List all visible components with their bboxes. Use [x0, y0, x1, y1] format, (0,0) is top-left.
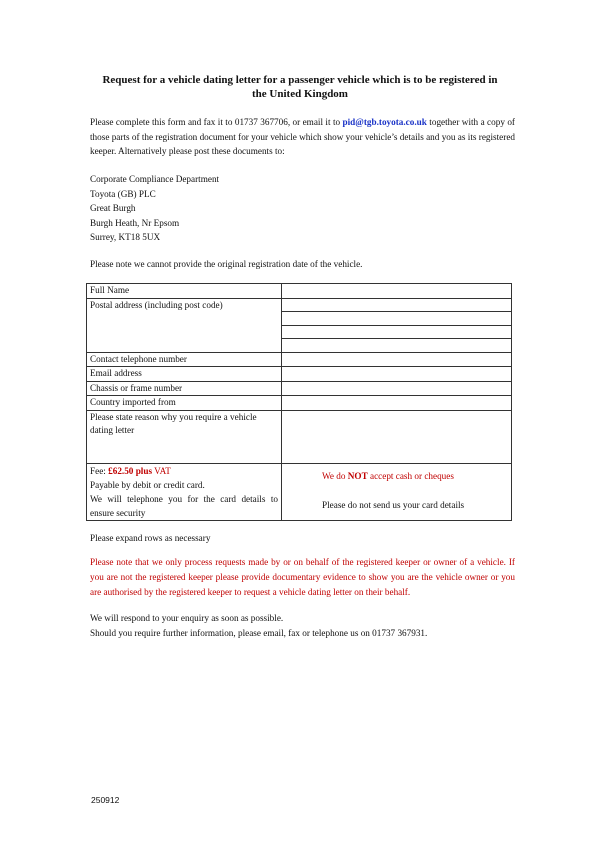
no-cash-notice — [322, 470, 454, 484]
fee-details — [87, 463, 282, 520]
form-row-fee — [87, 463, 512, 520]
contact-email-link[interactable]: pid@tgb.toyota.co.uk — [342, 117, 427, 127]
full-name-label: Full Name — [87, 284, 282, 299]
form-row-reason — [87, 410, 512, 463]
postal-address-label: Postal address (including post code) — [87, 298, 282, 352]
closing-line-1: We will respond to your enquiry as soon as possible. — [90, 613, 284, 623]
form-row-country — [87, 396, 512, 411]
form-row-postal-address — [87, 298, 512, 312]
chassis-field[interactable] — [282, 381, 512, 396]
address-line: Corporate Compliance Department — [90, 174, 220, 184]
no-cash-text-end: accept cash or cheques — [367, 470, 454, 481]
form-row-contact-phone — [87, 352, 512, 367]
postal-address-field-line-2[interactable] — [282, 312, 512, 326]
registered-keeper-warning: Please note that we only process requests made by or on behalf of the registered keeper or owner of a vehicle. If you are not the registered keeper please provide documentary evidence to show you are the vehicle owner or you are authorised by the registered keeper to request a vehicle dating letter on their behalf. — [90, 557, 515, 597]
fee-label: Fee: — [90, 465, 109, 476]
full-name-field[interactable] — [282, 284, 512, 299]
registration-date-note: Please note we cannot provide the original registration date of the vehicle. — [90, 259, 363, 269]
postal-address-field-line-1[interactable] — [282, 298, 512, 312]
reason-field[interactable] — [282, 410, 512, 463]
fee-vat: VAT — [152, 465, 171, 476]
no-card-details-notice: Please do not send us your card details — [322, 499, 465, 510]
fee-amount: £62.50 plus — [108, 465, 153, 476]
telephone-card-text: We will telephone you for the card details to ensure security — [90, 493, 278, 518]
intro-text-after-email: together with a copy of those parts of the registration document for your vehicle which show your vehicle’s details and you as its registered keeper. Alternatively please post these documents to: — [90, 117, 515, 157]
postal-address-field-line-3[interactable] — [282, 325, 512, 339]
address-line: Burgh Heath, Nr Epsom — [90, 217, 180, 228]
contact-phone-label: Contact telephone number — [87, 352, 282, 367]
payment-method-text: Payable by debit or credit card. — [90, 479, 205, 490]
country-field[interactable] — [282, 396, 512, 411]
closing-paragraph — [90, 611, 427, 640]
form-row-chassis — [87, 381, 512, 396]
form-row-full-name — [87, 284, 512, 299]
address-line: Great Burgh — [90, 203, 136, 214]
document-number: 250912 — [91, 795, 120, 805]
page-title — [80, 73, 520, 101]
contact-phone-field[interactable] — [282, 352, 512, 367]
intro-text-before-email: Please complete this form and fax it to 01737 367706, or email it to — [90, 117, 343, 127]
fee-line — [90, 464, 278, 478]
no-cash-text: We do — [322, 470, 348, 481]
title-line-2: the United Kingdom — [252, 88, 348, 100]
payment-notes — [282, 463, 512, 520]
postal-address-field-line-4[interactable] — [282, 339, 512, 353]
title-line-1: Request for a vehicle dating letter for a passenger vehicle which is to be registered in — [102, 74, 498, 86]
email-address-field[interactable] — [282, 367, 512, 382]
intro-paragraph — [90, 115, 515, 159]
country-label: Country imported from — [87, 396, 282, 411]
email-address-label: Email address — [87, 367, 282, 382]
request-form-table — [86, 283, 512, 521]
expand-rows-note: Please expand rows as necessary — [90, 533, 211, 543]
chassis-label: Chassis or frame number — [87, 381, 282, 396]
closing-line-2: Should you require further information, please email, fax or telephone us on 01737 367931. — [90, 627, 428, 638]
no-cash-emphasis: NOT — [347, 470, 368, 481]
address-line: Surrey, KT18 5UX — [90, 232, 161, 243]
postal-address-block — [90, 172, 219, 245]
form-row-email — [87, 367, 512, 382]
address-line: Toyota (GB) PLC — [90, 188, 156, 199]
reason-label: Please state reason why you require a vehicle dating letter — [87, 410, 282, 463]
